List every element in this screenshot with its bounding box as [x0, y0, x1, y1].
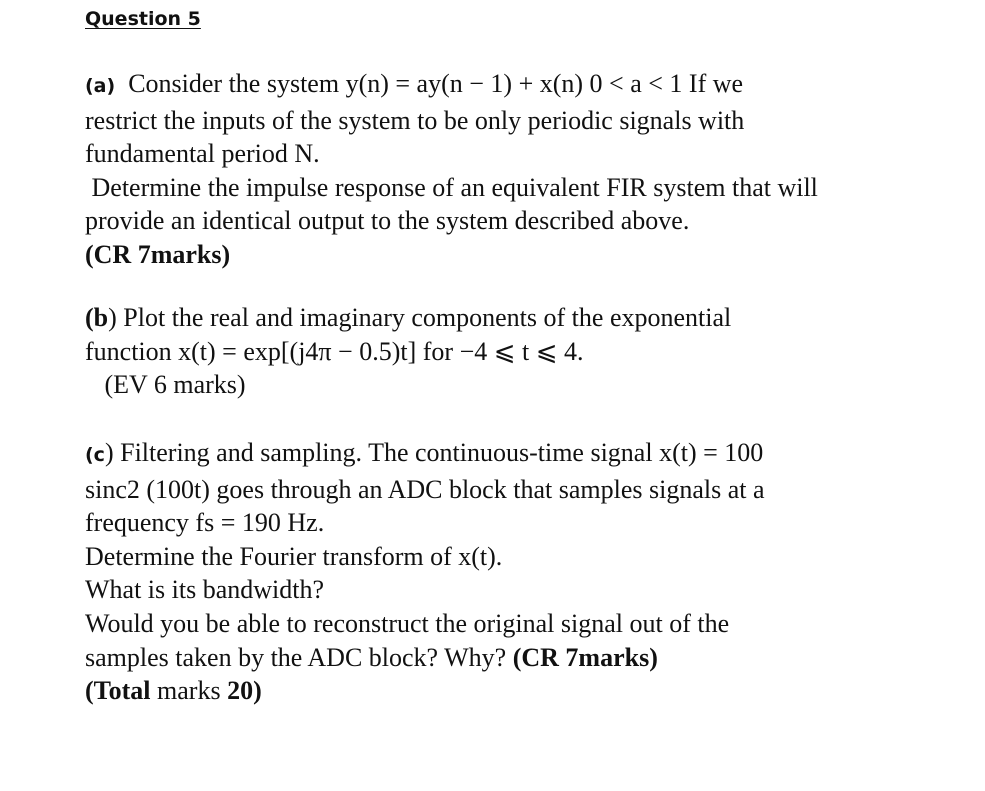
- part-a-line-3: fundamental period N.: [85, 139, 320, 169]
- part-b-line-1: [85, 301, 965, 335]
- part-b: [85, 301, 965, 402]
- part-a-line-4: [85, 171, 965, 205]
- part-c-line-7: [85, 641, 965, 675]
- part-a-line-5: provide an identical output to the system described above.: [85, 206, 690, 236]
- part-b-marks-line: [85, 368, 965, 402]
- part-a-text-4: Determine the impulse response of an equivalent FIR system that will: [91, 172, 818, 202]
- part-b-marks: (EV 6 marks): [104, 370, 246, 400]
- part-c-line-6: Would you be able to reconstruct the original signal out of the: [85, 608, 730, 638]
- total-marks-line: [85, 674, 965, 708]
- part-c-line-2: sinc2 (100t) goes through an ADC block that samples signals at a: [85, 474, 765, 504]
- part-c-text-1: ) Filtering and sampling. The continuous-time signal x(t) = 100: [104, 438, 764, 467]
- part-a-marks: (CR 7marks): [85, 239, 231, 269]
- part-c-line-3: frequency fs = 190 Hz.: [85, 508, 325, 538]
- part-c-text-7: samples taken by the ADC block? Why?: [85, 642, 513, 672]
- part-c-line-1: [85, 436, 965, 473]
- part-c-line-5: What is its bandwidth?: [85, 575, 325, 605]
- part-c-label: (c: [85, 444, 105, 466]
- part-a-line-2: restrict the inputs of the system to be only periodic signals with: [85, 105, 745, 135]
- total-number: 20: [227, 676, 254, 706]
- part-c: [85, 436, 965, 708]
- part-c-marks: (CR 7marks): [512, 642, 658, 672]
- part-a-line-1: [85, 67, 965, 104]
- total-mid: marks: [150, 676, 228, 706]
- total-close-paren: ): [253, 676, 262, 706]
- question-heading: Question 5: [85, 8, 201, 30]
- part-c-line-4: Determine the Fourier transform of x(t).: [85, 541, 503, 571]
- part-b-line-2: function x(t) = exp[(j4π − 0.5)t] for −4 ⩽ t ⩽ 4.: [85, 336, 584, 366]
- total-word: Total: [93, 676, 151, 706]
- part-b-open-paren: (: [85, 303, 94, 332]
- part-a: [85, 67, 965, 272]
- part-a-label: (a): [85, 75, 116, 97]
- part-b-text-1: ) Plot the real and imaginary components of the exponential: [108, 303, 732, 332]
- part-a-text-1: Consider the system y(n) = ay(n − 1) + x(n) 0 < a < 1 If we: [128, 69, 744, 98]
- total-open-paren: (: [85, 676, 94, 706]
- part-b-letter: b: [93, 303, 109, 332]
